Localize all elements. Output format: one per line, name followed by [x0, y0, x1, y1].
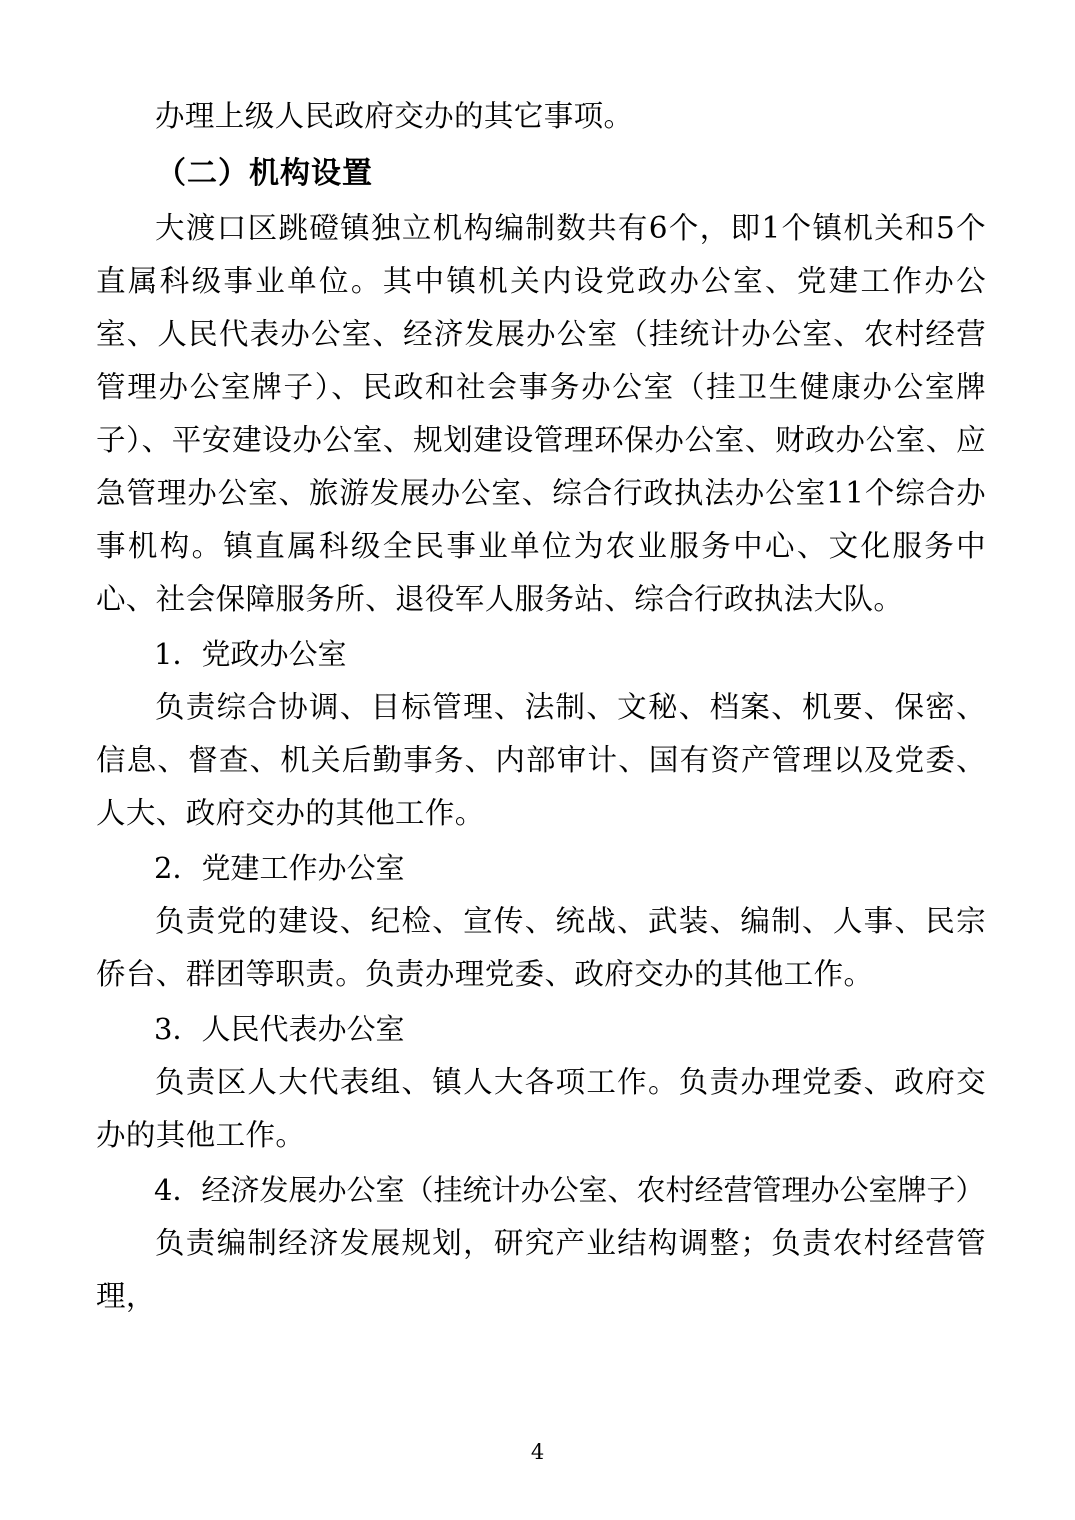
page-number: 4 — [530, 1440, 545, 1464]
paragraph-text: 大渡口区跳磴镇独立机构编制数共有6个，即1个镇机关和5个直属科级事业单位。其中镇机关内设党政办公室、党建工作办公室、人民代表办公室、经济发展办公室（挂统计办公室、农村经营管理办公室牌子）、民政和社会事务办公室（挂卫生健康办公室牌子）、平安建设办公室、规划建设管理环保办公室、财政办公室、应急管理办公室、旅游发展办公室、综合行政执法办公室11个综合办事机构。镇直属科级全民事业单位为农业服务中心、文化服务中心、社会保障服务所、退役军人服务站、综合行政执法大队。 — [96, 211, 986, 616]
paragraph-text: 负责综合协调、目标管理、法制、文秘、档案、机要、保密、信息、督查、机关后勤事务、内部审计、国有资产管理以及党委、人大、政府交办的其他工作。 — [96, 690, 986, 830]
paragraph-text: 办理上级人民政府交办的其它事项。 — [155, 99, 634, 133]
paragraph-text: 负责区人大代表组、镇人大各项工作。负责办理党委、政府交办的其他工作。 — [96, 1065, 986, 1152]
paragraph-text: 负责党的建设、纪检、宣传、统战、武装、编制、人事、民宗侨台、群团等职责。负责办理党委、政府交办的其他工作。 — [96, 904, 986, 991]
section-heading: （二）机构设置 — [156, 156, 373, 191]
list-item-label: 2．党建工作办公室 — [154, 851, 405, 885]
list-item-label: 4．经济发展办公室（挂统计办公室、农村经营管理办公室牌子） — [154, 1173, 985, 1207]
list-item-label: 3．人民代表办公室 — [154, 1012, 405, 1046]
paragraph-text: 负责编制经济发展规划，研究产业结构调整；负责农村经营管理， — [96, 1226, 986, 1313]
page-content — [96, 90, 986, 1325]
list-item-label: 1．党政办公室 — [154, 637, 347, 671]
